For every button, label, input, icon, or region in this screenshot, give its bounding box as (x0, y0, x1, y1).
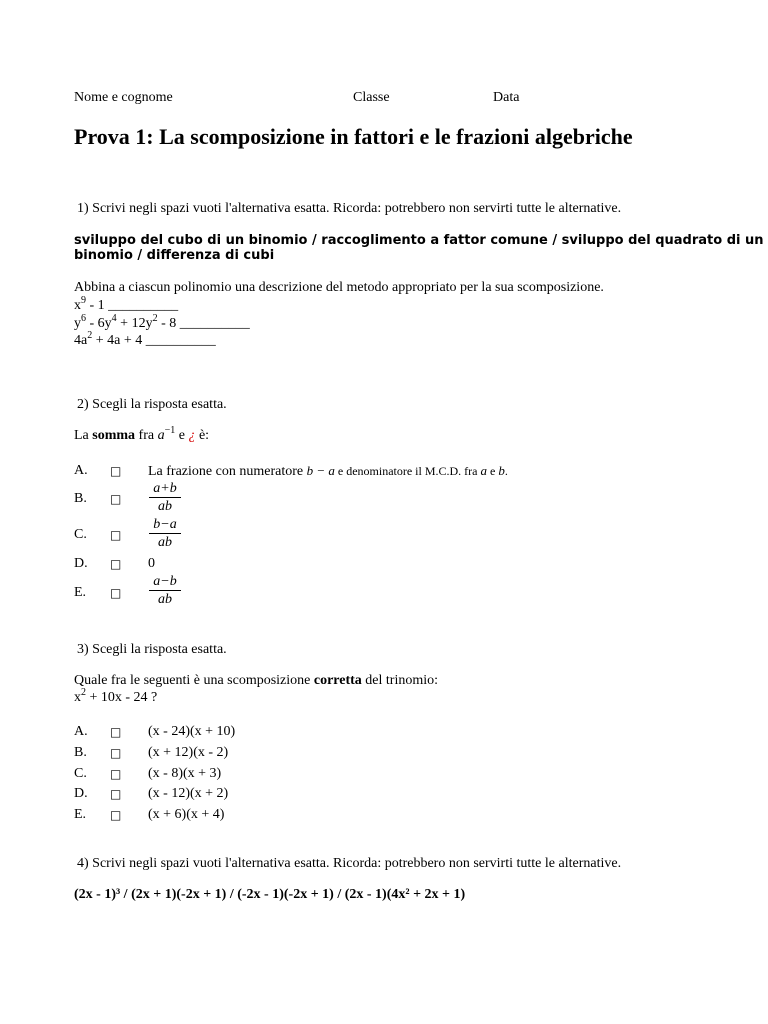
date-label: Data (493, 90, 520, 105)
q2-option-d-text: 0 (148, 556, 155, 571)
q2-option-e-checkbox[interactable]: □ (110, 586, 122, 600)
q2-option-a-checkbox[interactable]: □ (110, 464, 122, 478)
page-title: Prova 1: La scomposizione in fattori e le frazioni algebriche (74, 124, 633, 149)
q3-option-e-letter: E. (74, 807, 87, 822)
q2-option-e-letter: E. (74, 585, 87, 600)
q1-polynomial-3: $4a^2 + 4a + 4$ __________ (74, 330, 216, 348)
q2-option-a-letter: A. (74, 463, 88, 478)
q1-prompt: 1) Scrivi negli spazi vuoti l'alternativa esatta. Ricorda: potrebbero non servirti tutte le alternative. (77, 201, 622, 216)
q2-option-b-checkbox[interactable]: □ (110, 492, 122, 506)
q2-option-e-fraction: a−b ab (148, 574, 182, 607)
q3-option-b-text: (x + 12)(x - 2) (148, 745, 229, 760)
q2-option-b-letter: B. (74, 491, 87, 506)
q3-option-d-checkbox[interactable]: □ (110, 787, 122, 801)
q3-option-e-checkbox[interactable]: □ (110, 808, 122, 822)
q3-option-e-text: (x + 6)(x + 4) (148, 807, 225, 822)
q2-option-b-fraction: a+b ab (148, 481, 182, 514)
q2-option-c-checkbox[interactable]: □ (110, 528, 122, 542)
q1-instruction: Abbina a ciascun polinomio una descrizione del metodo appropriato per la sua scomposizione. (74, 280, 604, 295)
q2-option-c-letter: C. (74, 527, 87, 542)
q3-option-a-text: (x - 24)(x + 10) (148, 724, 236, 739)
q2-option-d-letter: D. (74, 556, 88, 571)
q2-option-c-fraction: b−a ab (148, 517, 182, 550)
q3-stem: Quale fra le seguenti è una scomposizione corretta del trinomio: (74, 673, 439, 688)
q3-option-c-checkbox[interactable]: □ (110, 767, 122, 781)
q4-options-line: (2x - 1)³ / (2x + 1)(-2x + 1) / (-2x - 1)(-2x + 1) / (2x - 1)(4x² + 2x + 1) (74, 887, 466, 902)
q1-polynomial-2: $y^6 - 6y^4 + 12y^2 - 8$ __________ (74, 313, 250, 331)
q3-option-d-text: (x - 12)(x + 2) (148, 786, 229, 801)
q4-prompt: 4) Scrivi negli spazi vuoti l'alternativa esatta. Ricorda: potrebbero non servirti tutte le alternative. (77, 856, 622, 871)
q2-option-a-text: La frazione con numeratore b − a e denominatore il M.C.D. fra a e b. (148, 463, 508, 479)
q2-option-d-checkbox[interactable]: □ (110, 557, 122, 571)
q3-option-b-letter: B. (74, 745, 87, 760)
q2-prompt: 2) Scegli la risposta esatta. (77, 397, 227, 412)
q1-options-line1: sviluppo del cubo di un binomio / raccoglimento a fattor comune / sviluppo del quadrato di un (74, 233, 764, 248)
q3-trinomial: $x^2 + 10x - 24$ ? (74, 687, 158, 705)
name-label: Nome e cognome (74, 90, 173, 105)
q3-option-a-checkbox[interactable]: □ (110, 725, 122, 739)
q1-options-line2: binomio / differenza di cubi (74, 248, 275, 263)
q3-option-c-letter: C. (74, 766, 87, 781)
q3-option-c-text: (x - 8)(x + 3) (148, 766, 222, 781)
q1-polynomial-1: $x^9 - 1$ __________ (74, 295, 179, 313)
q3-option-a-letter: A. (74, 724, 88, 739)
q3-option-d-letter: D. (74, 786, 88, 801)
q3-option-b-checkbox[interactable]: □ (110, 746, 122, 760)
class-label: Classe (353, 90, 390, 105)
q3-prompt: 3) Scegli la risposta esatta. (77, 642, 227, 657)
q2-stem: La somma fra $a^{-1}$ e ¿ è: (74, 425, 210, 443)
